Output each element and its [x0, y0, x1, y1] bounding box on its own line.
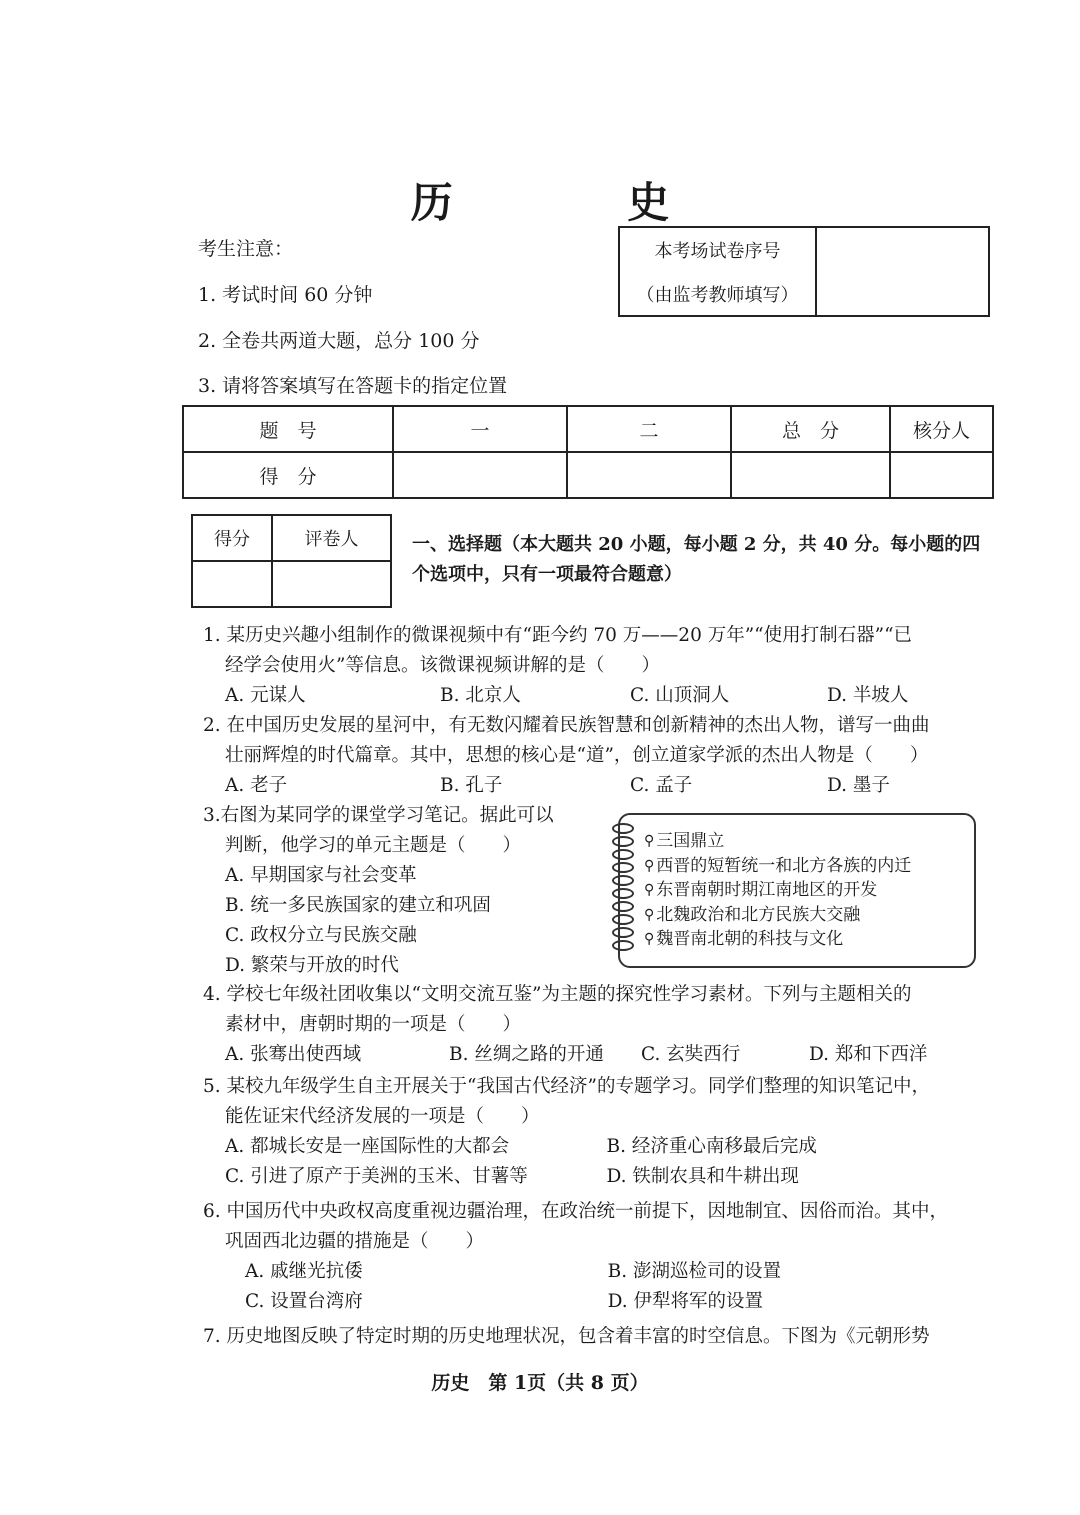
score-row-label: 得 分 — [183, 452, 393, 498]
magnifier-icon: ⚲ — [644, 833, 655, 849]
notice-heading: 考生注意： — [198, 238, 294, 260]
question-stem: 素材中，唐朝时期的一项是（ ） — [225, 1014, 522, 1035]
page-title: 历 史 — [410, 178, 750, 227]
magnifier-icon: ⚲ — [644, 857, 655, 874]
option[interactable]: B. 澎湖巡检司的设置 — [607, 1261, 781, 1282]
question-4 — [203, 980, 988, 1070]
options-row — [203, 1257, 988, 1287]
options-row — [203, 1287, 988, 1317]
question-stem: 3.右图为某同学的课堂学习笔记。据此可以 — [203, 805, 554, 826]
score-cell[interactable] — [731, 452, 890, 498]
notebook-rings — [612, 823, 634, 951]
question-5 — [203, 1072, 988, 1192]
question-stem: 5. 某校九年级学生自主开展关于“我国古代经济”的专题学习。同学们整理的知识笔记中， — [203, 1076, 930, 1097]
question-stem: 壮丽辉煌的时代篇章。其中，思想的核心是“道”，创立道家学派的杰出人物是（ ） — [225, 745, 929, 766]
score-header: 一 — [393, 406, 567, 452]
question-stem: 经学会使用火”等信息。该微课视频讲解的是（ ） — [225, 655, 660, 676]
question-stem: 6. 中国历代中央政权高度重视边疆治理，在政治统一前提下，因地制宜、因俗而治。其中， — [203, 1201, 949, 1222]
question-stem: 能佐证宋代经济发展的一项是（ ） — [225, 1106, 540, 1127]
option[interactable]: C. 玄奘西行 — [641, 1044, 741, 1065]
options-row — [203, 1040, 988, 1070]
question-3 — [203, 801, 603, 981]
page-footer: 历史 第 1页（共 8 页） — [431, 1372, 649, 1394]
grader-name-cell[interactable] — [272, 561, 391, 607]
options-row — [203, 681, 988, 711]
score-header: 核分人 — [890, 406, 993, 452]
question-6 — [203, 1197, 988, 1317]
magnifier-icon: ⚲ — [644, 906, 655, 923]
option[interactable]: A. 都城长安是一座国际性的大都会 — [225, 1136, 510, 1157]
options-row — [203, 1132, 988, 1162]
question-stem: 2. 在中国历史发展的星河中，有无数闪耀着民族智慧和创新精神的杰出人物，谱写一曲曲 — [203, 715, 930, 736]
question-stem: 巩固西北边疆的措施是（ ） — [225, 1231, 485, 1252]
notice-item: 1. 考试时间 60 分钟 — [198, 284, 373, 306]
magnifier-icon: ⚲ — [644, 882, 655, 898]
score-cell[interactable] — [567, 452, 731, 498]
question-2 — [203, 711, 988, 801]
grader-name-label: 评卷人 — [272, 515, 391, 561]
serial-input-cell[interactable] — [817, 228, 988, 315]
option[interactable]: B. 孔子 — [440, 775, 503, 796]
notice-item: 3. 请将答案填写在答题卡的指定位置 — [198, 375, 508, 397]
score-cell[interactable] — [393, 452, 567, 498]
grader-table — [191, 514, 392, 608]
notebook-line: 西晋的短暂统一和北方各族的内迁 — [656, 855, 912, 876]
option[interactable]: D. 繁荣与开放的时代 — [225, 955, 399, 976]
option[interactable]: C. 山顶洞人 — [630, 685, 730, 706]
option[interactable]: D. 伊犁将军的设置 — [607, 1291, 764, 1312]
option[interactable]: B. 丝绸之路的开通 — [449, 1044, 604, 1065]
question-stem: 1. 某历史兴趣小组制作的微课视频中有“距今约 70 万——20 万年”“使用打制石器”“已 — [203, 625, 913, 646]
option[interactable]: A. 早期国家与社会变革 — [225, 865, 417, 886]
question-7 — [203, 1322, 988, 1352]
score-header: 二 — [567, 406, 731, 452]
option[interactable]: C. 政权分立与民族交融 — [225, 925, 417, 946]
magnifier-icon: ⚲ — [644, 931, 655, 947]
grader-score-label: 得分 — [192, 515, 272, 561]
score-header: 题 号 — [183, 406, 393, 452]
option[interactable]: A. 戚继光抗倭 — [245, 1261, 363, 1282]
notebook-line: 北魏政治和北方民族大交融 — [656, 904, 861, 925]
option[interactable]: D. 铁制农具和牛耕出现 — [606, 1166, 799, 1187]
question-stem: 判断，他学习的单元主题是（ ） — [225, 835, 522, 856]
question-1 — [203, 621, 988, 711]
score-header: 总 分 — [731, 406, 890, 452]
exam-serial-box — [618, 226, 990, 317]
score-cell[interactable] — [890, 452, 993, 498]
option[interactable]: C. 孟子 — [630, 775, 693, 796]
option[interactable]: A. 元谋人 — [225, 685, 306, 706]
score-table — [182, 405, 994, 499]
options-row — [203, 771, 988, 801]
notebook-line: 魏晋南北朝的科技与文化 — [656, 929, 844, 949]
serial-label: 本考场试卷序号 — [654, 240, 781, 262]
option[interactable]: A. 老子 — [225, 775, 288, 796]
grader-score-cell[interactable] — [192, 561, 272, 607]
option[interactable]: D. 郑和下西洋 — [809, 1044, 928, 1065]
study-notebook-figure — [618, 813, 976, 968]
option[interactable]: B. 北京人 — [440, 685, 521, 706]
option[interactable]: B. 经济重心南移最后完成 — [606, 1136, 817, 1157]
option[interactable]: C. 引进了原产于美洲的玉米、甘薯等 — [225, 1166, 528, 1187]
question-stem: 7. 历史地图反映了特定时期的历史地理状况，包含着丰富的时空信息。下图为《元朝形势 — [203, 1326, 930, 1347]
option[interactable]: C. 设置台湾府 — [245, 1291, 363, 1312]
question-stem: 4. 学校七年级社团收集以“文明交流互鉴”为主题的探究性学习素材。下列与主题相关的 — [203, 984, 912, 1005]
option[interactable]: D. 半坡人 — [827, 685, 909, 706]
notebook-line: 东晋南朝时期江南地区的开发 — [656, 880, 878, 900]
notice-item: 2. 全卷共两道大题，总分 100 分 — [198, 330, 480, 352]
section-heading: 一、选择题（本大题共 20 小题，每小题 2 分，共 40 分。每小题的四个选项中，只有一项最符合题意） — [412, 534, 981, 585]
option[interactable]: D. 墨子 — [827, 775, 890, 796]
option[interactable]: B. 统一多民族国家的建立和巩固 — [225, 895, 491, 916]
serial-sublabel: （由监考教师填写） — [636, 284, 799, 306]
options-row — [203, 1162, 988, 1192]
option[interactable]: A. 张骞出使西域 — [225, 1044, 362, 1065]
notebook-line: 三国鼎立 — [656, 831, 725, 851]
